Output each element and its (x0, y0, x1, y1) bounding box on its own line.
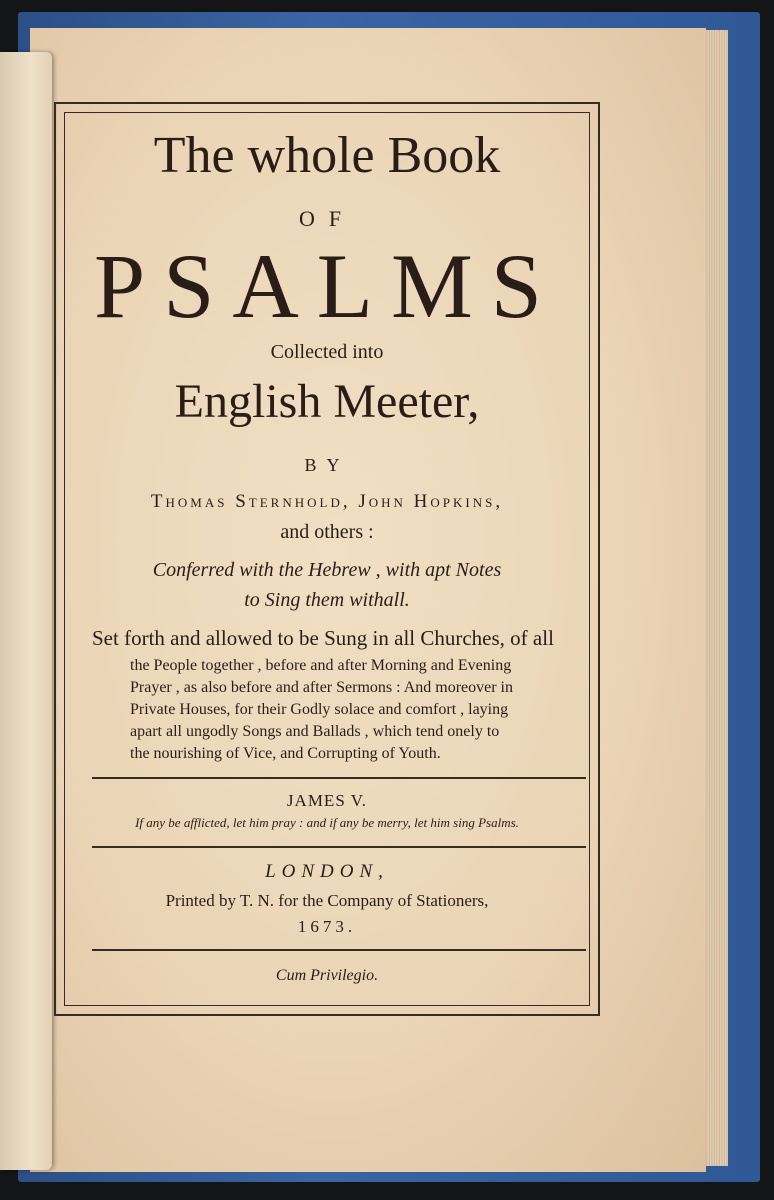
title-line-whole-book: The whole Book (153, 127, 501, 184)
divider-rule (92, 846, 586, 848)
epigraph-reference: JAMES V. (286, 791, 368, 810)
divider-rule (92, 777, 586, 779)
description-line: the nourishing of Vice, and Corrupting of Youth. (130, 745, 441, 762)
divider-rule (92, 949, 586, 951)
title-line-psalms: PSALMS (94, 235, 560, 337)
description-line: Private Houses, for their Godly solace and comfort , laying (130, 701, 509, 718)
imprint-printer: Printed by T. N. for the Company of Stationers, (165, 891, 489, 910)
title-line-english-meeter: English Meeter, (174, 375, 480, 428)
others-line: and others : (280, 521, 374, 543)
title-line-by: BY (304, 455, 350, 475)
imprint-year: 1673. (297, 917, 357, 936)
privilege-line: Cum Privilegio. (275, 967, 379, 984)
sing-them-line: to Sing them withall. (244, 589, 410, 611)
conferred-line: Conferred with the Hebrew , with apt Notes (152, 559, 502, 581)
title-line-of: OF (298, 206, 356, 231)
description-line: the People together , before and after Morning and Evening (130, 657, 512, 674)
epigraph-text: If any be afflicted, let him pray : and if any be merry, let him sing Psalms. (135, 815, 519, 830)
description-lead-line: Set forth and allowed to be Sung in all Churches, of all (92, 626, 554, 650)
title-line-collected: Collected into (270, 341, 384, 363)
description-line: Prayer , as also before and after Sermons : And moreover in (130, 679, 513, 696)
facing-leaf (0, 52, 52, 1170)
description-line: apart all ungodly Songs and Ballads , which tend onely to (130, 723, 500, 740)
imprint-city: LONDON, (265, 861, 389, 882)
authors-line: Thomas Sternhold, John Hopkins, (150, 491, 504, 512)
